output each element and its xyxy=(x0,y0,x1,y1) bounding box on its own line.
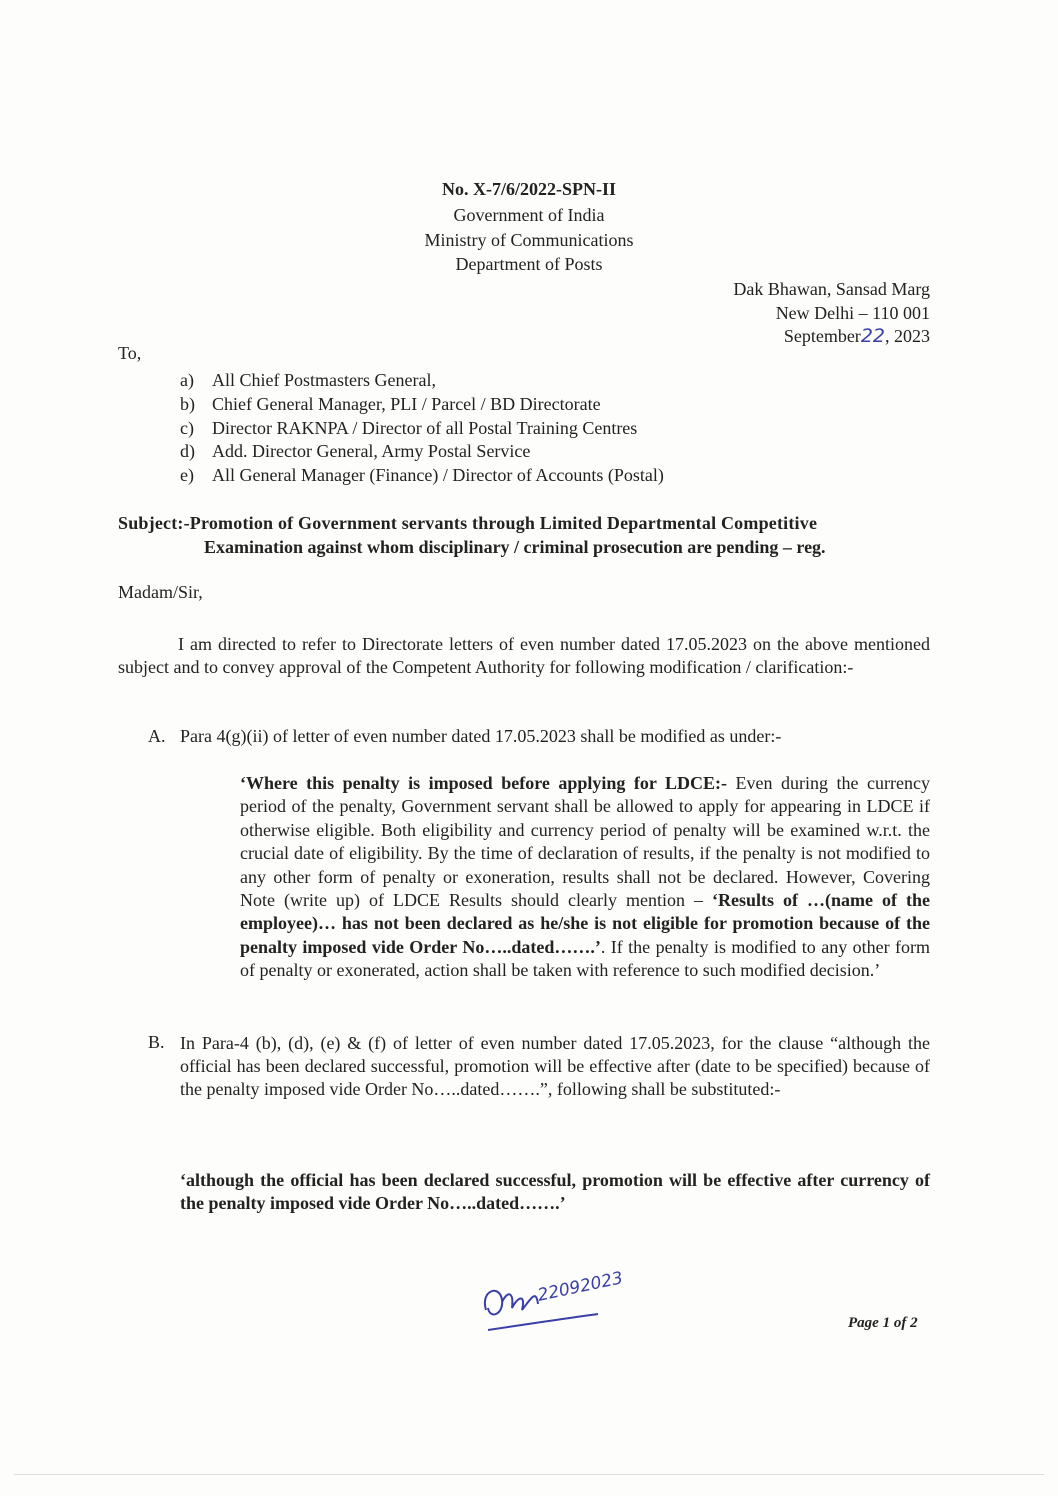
point-b-substitute: ‘although the official has been declared successful, promotion will be effective after currency of the penalty imposed vide Order No…..dated…….’ xyxy=(180,1170,930,1213)
item-text: Chief General Manager, PLI / Parcel / BD Directorate xyxy=(212,393,601,414)
quote-text: Even during the currency period of the penalty, Government servant shall be allowed to apply for appearing in LDCE if otherwise eligible. Both eligibility and currency period of penalty will be examined w.r.t. the crucial date of eligibility. By the time of declaration of results, if the penalty is not modified to any other form of penalty or exoneration, results shall not be declared. However, Covering Note (write up) of LDCE Results should clearly mention – xyxy=(240,773,930,911)
org-line: Ministry of Communications xyxy=(424,229,634,250)
org-line: Government of India xyxy=(453,205,605,225)
recipient-list xyxy=(180,369,664,488)
address-line: New Delhi – 110 001 xyxy=(775,302,930,323)
file-number: No. X-7/6/2022-SPN-II xyxy=(442,179,616,199)
item-label: d) xyxy=(180,441,195,462)
item-label: b) xyxy=(180,393,195,414)
signature-date: 22092023 xyxy=(535,1268,625,1306)
intro-paragraph: I am directed to refer to Directorate letters of even number dated 17.05.2023 on the above mentioned subject and to convey approval of the Competent Authority for following modification / clarification:- xyxy=(118,634,930,677)
handwritten-day: 22 xyxy=(860,325,885,347)
date-year: , 2023 xyxy=(885,326,930,346)
recipient-item xyxy=(180,417,664,441)
item-text: Director RAKNPA / Director of all Postal Training Centres xyxy=(212,417,638,438)
recipient-item xyxy=(180,440,664,464)
subject-line-1: Subject:-Promotion of Government servants through Limited Departmental Competitive xyxy=(118,513,818,533)
item-text: All Chief Postmasters General, xyxy=(212,370,436,390)
quote-mention: ‘Results of …(name of the employee)… has not been declared as he/she is not eligible for promotion because of the penalty imposed vide Order No…..dated…….’ xyxy=(240,890,930,957)
point-b-text: In Para-4 (b), (d), (e) & (f) of letter of even number dated 17.05.2023, for the clause “although the official has been declared successful, promotion will be effective after (date to be specified) because of the penalty imposed vide Order No…..dated…….”, following shall be substituted:- xyxy=(180,1033,930,1099)
address-line: Dak Bhawan, Sansad Marg xyxy=(733,279,930,299)
date-month: September xyxy=(783,326,861,346)
point-b-label: B. xyxy=(148,1032,165,1052)
recipient-item xyxy=(180,393,664,417)
item-label: c) xyxy=(180,417,194,438)
point-a-text: Para 4(g)(ii) of letter of even number dated 17.05.2023 shall be modified as under:- xyxy=(180,726,782,746)
point-a-quote xyxy=(240,772,930,983)
quote-heading: ‘Where this penalty is imposed before applying for LDCE:- xyxy=(240,773,728,793)
item-text: Add. Director General, Army Postal Service xyxy=(212,441,531,462)
to-label: To, xyxy=(118,343,142,363)
recipient-item xyxy=(180,464,664,488)
point-a-label: A. xyxy=(148,726,166,746)
page-number: Page 1 of 2 xyxy=(848,1315,918,1331)
org-block xyxy=(0,203,1058,277)
quote-text-end: . If the penalty is modified to any other form of penalty or exonerated, action shall be taken with reference to such modified decision.’ xyxy=(240,936,931,981)
signature xyxy=(478,1268,658,1340)
subject-line-2: Examination against whom disciplinary / criminal prosecution are pending – reg. xyxy=(204,537,826,557)
scan-edge-line xyxy=(14,1474,1044,1475)
address-block xyxy=(733,278,930,349)
item-label: e) xyxy=(180,465,194,486)
date-line xyxy=(733,325,930,349)
org-line: Department of Posts xyxy=(455,254,603,274)
item-label: a) xyxy=(180,370,194,390)
recipient-item xyxy=(180,369,664,393)
salutation: Madam/Sir, xyxy=(118,582,203,602)
item-text: All General Manager (Finance) / Director of Accounts (Postal) xyxy=(212,465,664,486)
